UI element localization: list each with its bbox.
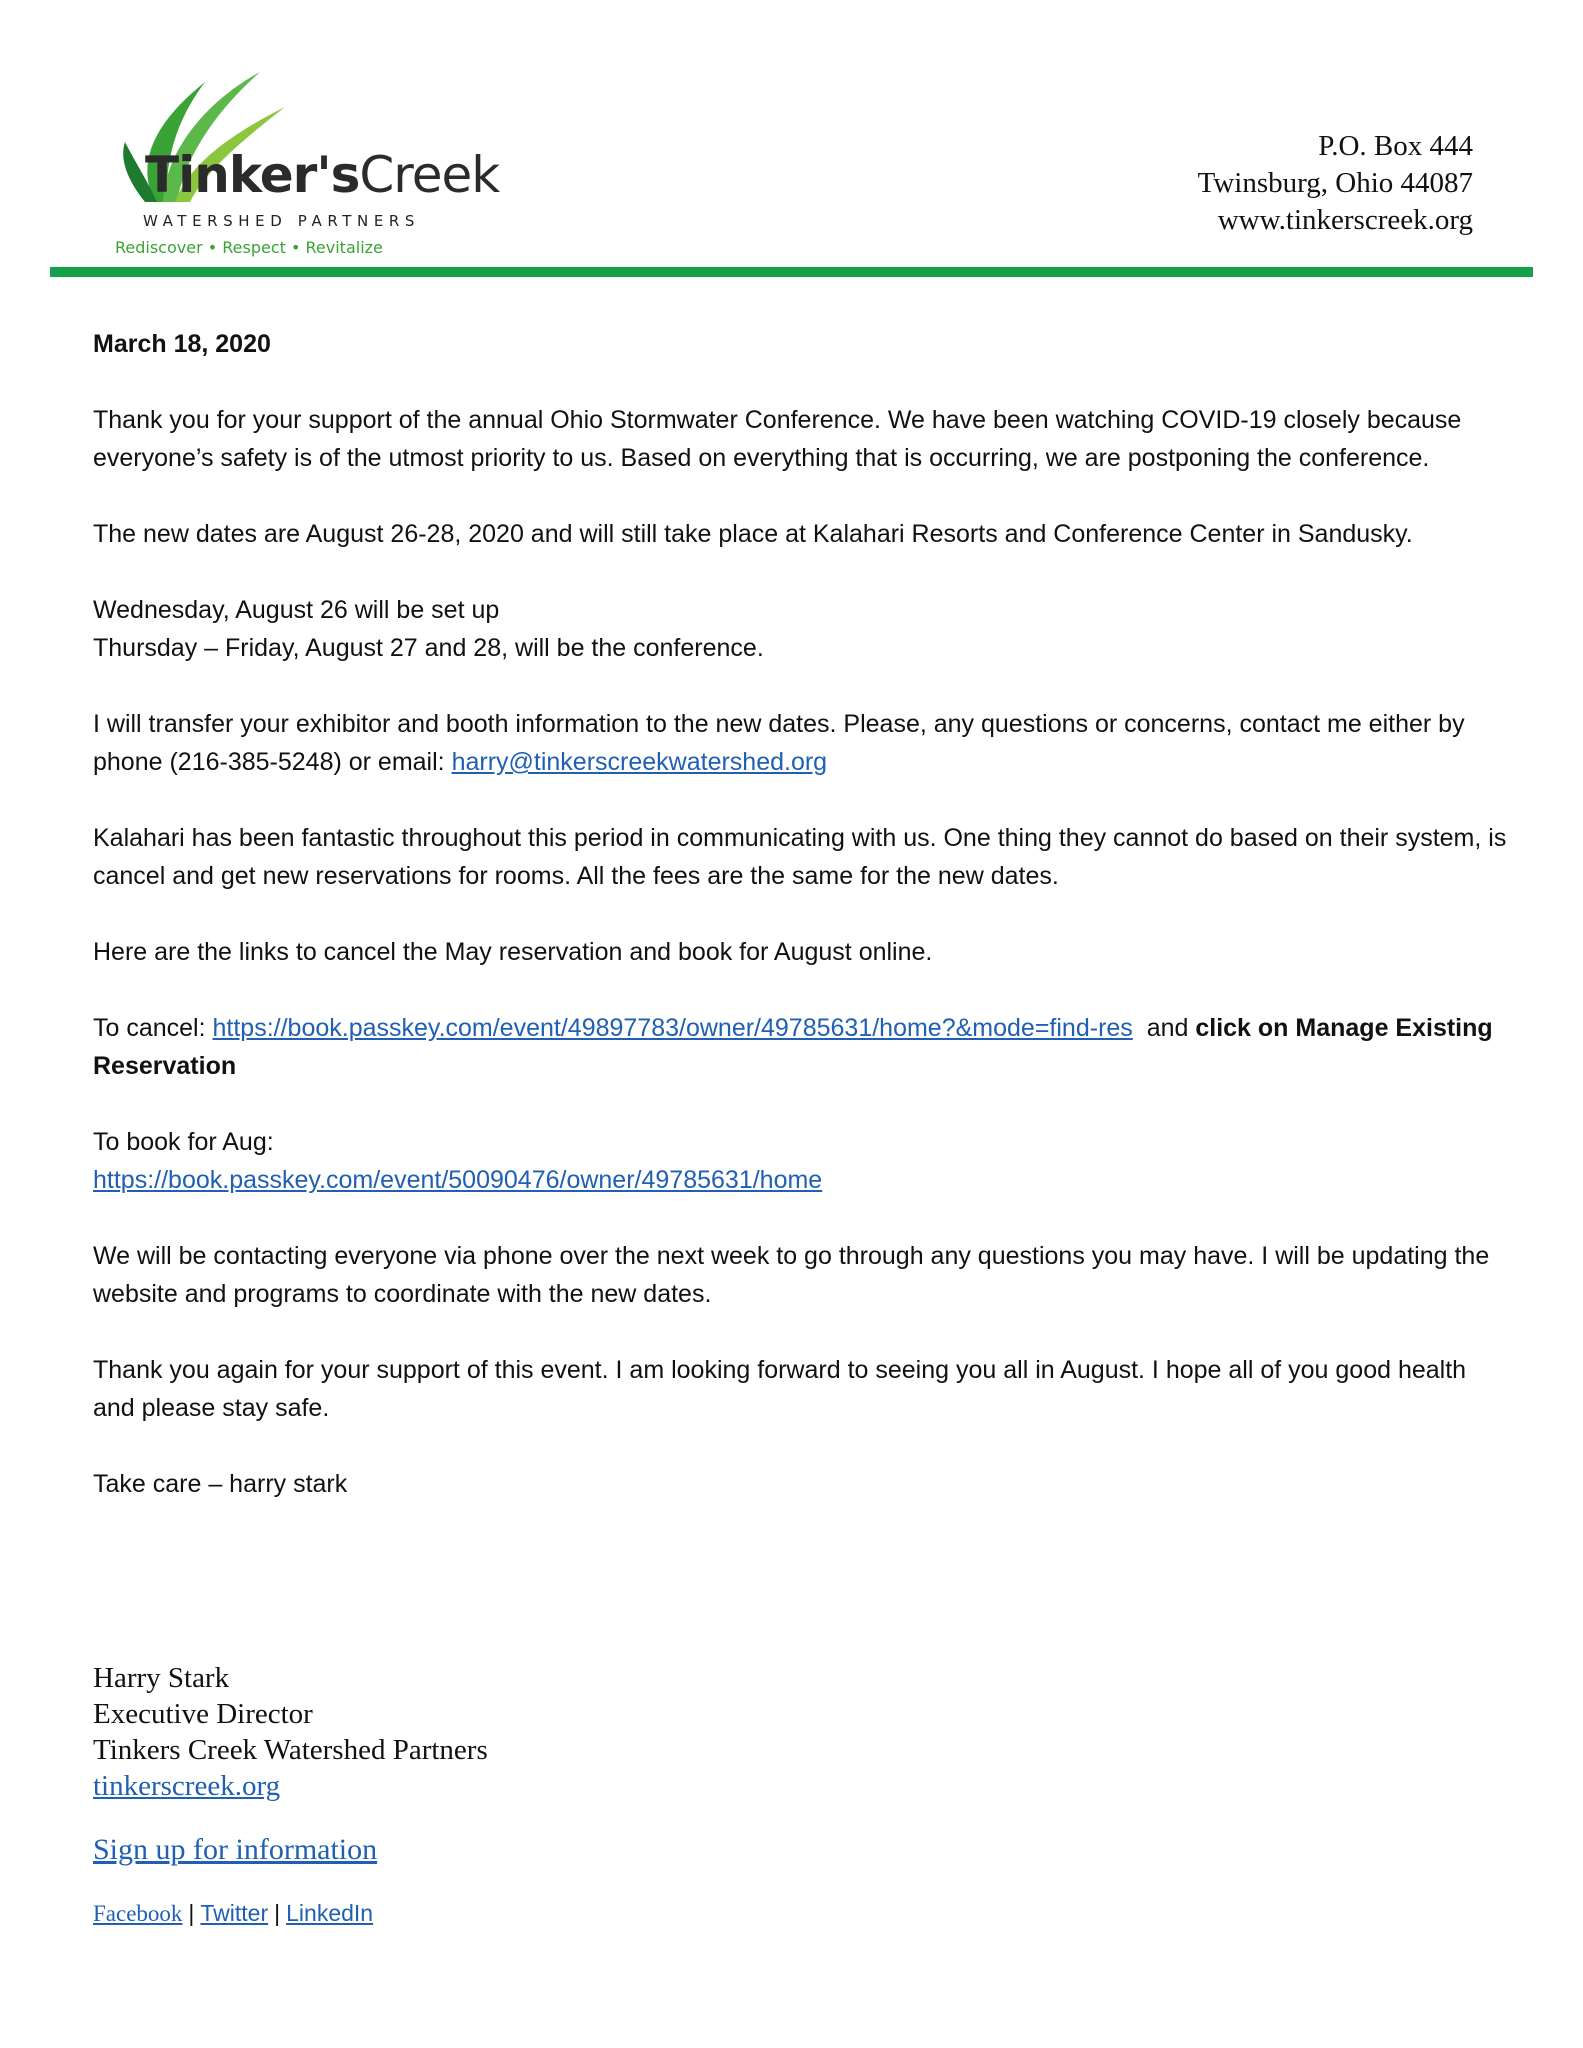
letter-date: March 18, 2020 (93, 330, 271, 358)
book-reservation-link[interactable]: https://book.passkey.com/event/50090476/owner/49785631/home (93, 1166, 823, 1194)
paragraph-closing-thanks: Thank you again for your support of this event. I am looking forward to seeing you all in August. I hope all of you good health and please stay safe. (93, 1356, 1467, 1422)
paragraph-contacting: We will be contacting everyone via phone over the next week to go through any questions you may have. I will be updating the website and programs to coordinate with the new dates. (93, 1242, 1490, 1308)
logo-tagline: Rediscover • Respect • Revitalize (115, 238, 383, 257)
cancel-instruction: click on Manage Existing Reservation (93, 1014, 1493, 1080)
header-divider (50, 267, 1533, 277)
paragraph-cancel: To cancel: https://book.passkey.com/event/49897783/owner/49785631/home?&mode=find-res and click on Manage Existing Reservation (93, 1014, 1493, 1080)
schedule-conference: Thursday – Friday, August 27 and 28, will be the conference. (93, 634, 764, 662)
address-line-city: Twinsburg, Ohio 44087 (1197, 167, 1473, 199)
signup-link[interactable]: Sign up for information (93, 1833, 378, 1866)
letter-closing: Take care – harry stark (93, 1470, 348, 1498)
paragraph-links-intro: Here are the links to cancel the May reservation and book for August online. (93, 938, 933, 966)
signature-block (93, 1660, 488, 1804)
email-link[interactable]: harry@tinkerscreekwatershed.org (451, 748, 828, 776)
website-link[interactable]: tinkerscreek.org (93, 1770, 281, 1802)
address-line-po-box: P.O. Box 444 (1318, 130, 1473, 162)
logo-wordmark: Tinker'sCreek (145, 146, 500, 204)
signer-org: Tinkers Creek Watershed Partners (93, 1734, 488, 1766)
paragraph-thanks: Thank you for your support of the annual Ohio Stormwater Conference. We have been watching COVID-19 closely because everyone’s safety is of the utmost priority to us. Based on everything that is occurring, we are postponing the conference. (93, 406, 1462, 472)
paragraph-new-dates: The new dates are August 26-28, 2020 and will still take place at Kalahari Resorts and Conference Center in Sandusky. (93, 520, 1413, 548)
paragraph-kalahari: Kalahari has been fantastic throughout this period in communicating with us. One thing they cannot do based on their system, is cancel and get new reservations for rooms. All the fees are the same for the new dates. (93, 824, 1507, 890)
logo-subtitle: WATERSHED PARTNERS (143, 212, 421, 230)
book-label: To book for Aug: (93, 1128, 274, 1156)
separator: | (274, 1900, 281, 1926)
cancel-reservation-link[interactable]: https://book.passkey.com/event/49897783/owner/49785631/home?&mode=find-res (212, 1014, 1133, 1042)
paragraph-contact: I will transfer your exhibitor and booth information to the new dates. Please, any questions or concerns, contact me either by phone (216-385-5248) or email: harry@tinkerscreekwatershed.org (93, 710, 1465, 776)
twitter-link[interactable]: Twitter (200, 1900, 269, 1926)
facebook-link[interactable]: Facebook (93, 1901, 183, 1926)
org-address (1198, 128, 1473, 239)
org-logo (95, 62, 500, 257)
paragraph-book (93, 1161, 1513, 1199)
signer-name: Harry Stark (93, 1662, 230, 1694)
social-links (93, 1900, 373, 1927)
letter-body (93, 325, 1513, 1503)
address-line-website: www.tinkerscreek.org (1217, 204, 1473, 236)
linkedin-link[interactable]: LinkedIn (286, 1900, 374, 1926)
schedule-setup: Wednesday, August 26 will be set up (93, 596, 500, 624)
signer-title: Executive Director (93, 1698, 313, 1730)
separator: | (188, 1900, 195, 1926)
